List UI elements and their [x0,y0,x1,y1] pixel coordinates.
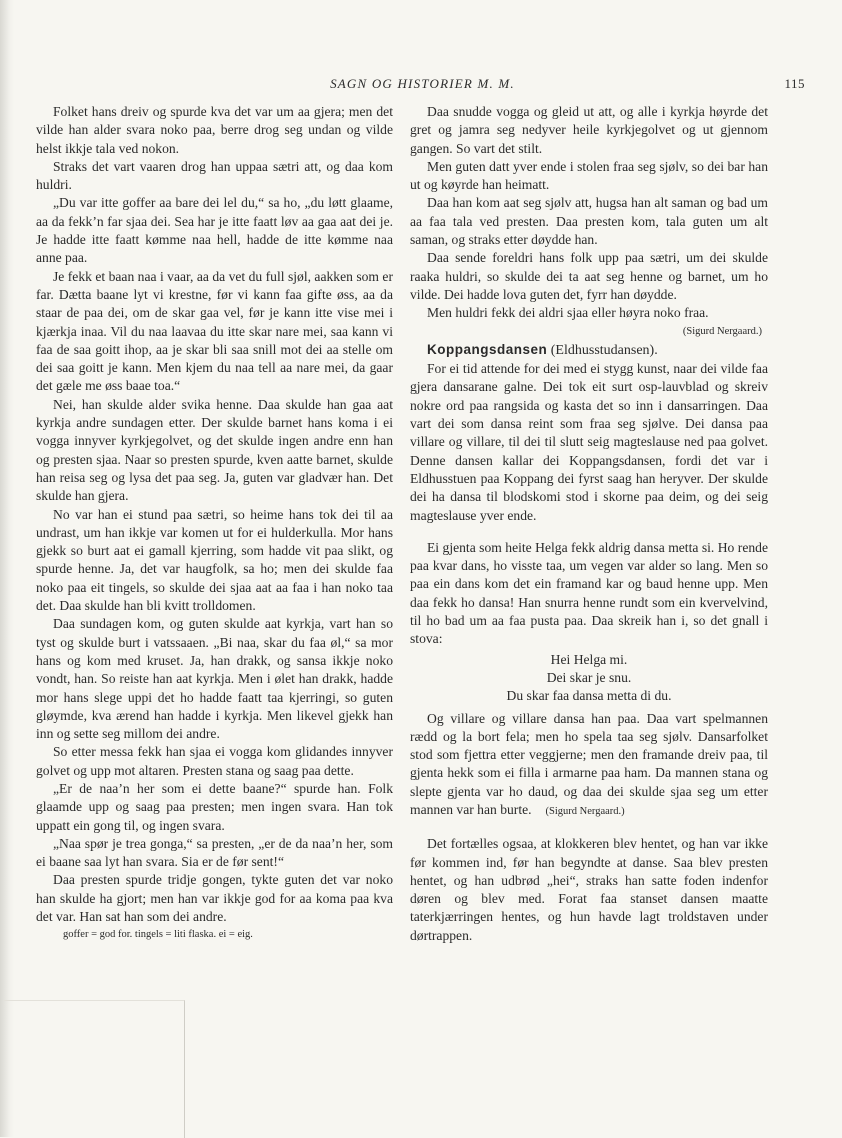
paragraph: Ei gjenta som heite Helga fekk aldrig dansa metta si. Ho rende paa kvar dans, ho visste taa, um vegen var alder so lang. Men so paa ein dans kom det ein framand kar og baud henne upp. Men daa fekk ho dansa! Han snurra henne rundt som ein kvervelvind, til ho bad um aa faa pusta paa. Daa skreik han i, so det gnall i stova: [410,539,768,647]
footnote: goffer = god for. tingels = liti flaska. ei = eig. [63,929,253,941]
paragraph: So etter messa fekk han sjaa ei vogga kom glidandes innyver golvet og upp mot altaren. Presten stana og saag paa dette. [36,744,393,778]
paragraph-text: Og villare og villare dansa han paa. Daa vart spelmannen rædd og la bort fela; men ho spela taa seg sjølv. Dansarfolket stod som fjettra etter veggjerne; men den framande dreiv paa, til gjenta hekk som ei filla i armarne paa ham. Da mannen stana og slepte gjenta var ho daud, og daa dei skulde sjaa seg um etter mannen var han burte. [410,710,768,817]
page-number: 115 [784,76,805,91]
paragraph: For ei tid attende for dei med ei stygg kunst, naar dei vilde faa gjera dansarane galne. Dei tok eit surt osp-lauvblad og skreiv nokre ord paa rangsida og kasta det so inn i dansarringen. Daa vart dei som dansa reint som fraa seg sjølve. Dei dansa paa villare og villare, til dei til slutt seig magteslause ned paa golvet. Denne dansen kallar dei Koppangsdansen, fordi det var i Eldhusstuen paa Koppang dei fyrst saag han heryver. Der skulde dei ha dansa til blodskomi stod i skorne paa deim, og dei seig magteslause yver ende. [410,361,768,523]
paragraph: Daa snudde vogga og gleid ut att, og alle i kyrkja høyrde det gret og jamra seg nedyver heile kyrkjegolvet og ut gjennom gangen. So vart det stilt. [410,104,768,156]
verse-line: Hei Helga mi. [550,651,628,667]
paragraph [410,710,768,822]
paragraph: Folket hans dreiv og spurde kva det var um aa gjera; men det vilde han alder svara noko paa, berre drog seg undan og vilde helst ikkje tala ved nokon. [36,104,393,156]
right-column [410,103,768,945]
section-heading [410,341,768,360]
paragraph: Men huldri fekk dei aldri sjaa eller høyra noko fraa. [427,305,709,321]
author-signature: (Sigurd Nergaard.) [682,325,762,337]
running-title: SAGN OG HISTORIER M. M. [330,76,515,91]
left-column [36,103,393,945]
paragraph: No var han ei stund paa sætri, so heime hans tok dei til aa undrast, um han ikkje var komen ut for ei hulderkulla. Mor hans gjekk so burt aat ei gamall kjerring, som hadde vit paa slikt, og spurde henne. Ja, det var haugfolk, sa ho; men dei skulde faa noko paa eit tingels, so skulde dei sjaa aat aa faa i han noko taa det. Daa skulde han bli kvitt trolldomen. [36,506,393,614]
page-crease-mark [4,1000,185,1138]
paragraph: Daa han kom aat seg sjølv att, hugsa han alt saman og bad um aa faa tala ved presten. Daa presten kom, tala guten um alt saman, og straks etter døydde han. [410,195,768,248]
page-binding-shadow [0,0,14,1137]
paragraph: Nei, han skulde alder svika henne. Daa skulde han gaa aat kyrkja andre sundagen etter. Der skulde barnet hans koma i ei vogga innyver kyrkjegolvet, og det skulde ingen andre enn han og presten sjaa. Naar so presten spurde, kven aatte barnet, skulde han reisa seg og lysa det paa seg. Ja, guten var gladvær han. Det skulde han gjera. [36,396,393,504]
paragraph: Daa sende foreldri hans folk upp paa sætri, um dei skulde raaka huldri, so skulde dei ta aat seg henne og barnet, um ho vilde. Dei hadde lova guten det, fyrr han døydde. [410,250,768,302]
verse-line: Du skar faa dansa metta di du. [506,688,672,704]
author-signature: (Sigurd Nergaard.) [545,805,625,817]
paragraph: Daa sundagen kom, og guten skulde aat kyrkja, vart han so tyst og skulde burt i vatssaaen. „Bi naa, skar du faa øl,“ sa mor hans og kom med kruset. Ja, han drakk, og sansa ikkje noko vondt, han. So reiste han aat kyrkja. Men i ølet han drakk, hadde mor hans slege uppi det ho hadde faatt taa kjerringi, so guten gløymde, kva ærend han hadde i kyrkja. Men likevel gjekk han inn og sette seg millom dei andre. [36,616,393,742]
paragraph: Straks det vart vaaren drog han uppaa sætri att, og daa kom huldri. [36,158,393,193]
paragraph: Je fekk et baan naa i vaar, aa da vet du full sjøl, aakken som er far. Dætta baane lyt vi krestne, før vi kann faa gifte øss, aa da staar de paa dei, om de skar gaa vel, før je kann itte vise mei i kjærkja inaa. Vil du naa laavaa du itte skar nare mei, saa kann vi faa de saa goitt ihop, aa je skar bli saa snill mot dei aa stelle om dei saa goitt je kann. Men kjem du naa tell aa nare mei, da gaar det gæle me øss baae toa.“ [36,268,393,394]
verse-line: Dei skar je snu. [546,669,632,685]
page-header [40,76,805,98]
paragraph: Men guten datt yver ende i stolen fraa seg sjølv, so dei bar han ut og køyrde han heimatt. [410,158,768,193]
paragraph: „Er de naa’n her som ei dette baane?“ spurde han. Folk glaamde upp og saag paa presten; men ingen svara. Han tok uppatt ein gong til, og ingen svara. [36,780,393,833]
paragraph: Det fortælles ogsaa, at klokkeren blev hentet, og han var ikke før kommen ind, før han begyndte at danse. Saa blev presten hentet, og han udbrød „hei“, straks han satte foden indenfor døren og blev med. Forat faa stanset dansen maatte taterkjærringen hentes, og hun havde lagt troldstaven under dørtrappen. [410,836,768,943]
paragraph: Daa presten spurde tridje gongen, tykte guten det var noko han skulde ha gjort; men han var ikkje god for aa koma paa kva det var. Han sat han som dei andre. [36,872,393,925]
section-subtitle: (Eldhusstudansen). [550,342,658,358]
paragraph: „Du var itte goffer aa bare dei lel du,“ sa ho, „du løtt glaame, aa da fekk’n far sjaa dei. Sea har je itte faatt løv aa gaa aat dei je. Je hadde itte faatt kømme naa hell, hadde de itte kømme naa anne paa. [36,195,393,266]
verse [410,651,768,706]
section-title: Koppangsdansen [427,341,548,357]
paragraph: „Naa spør je trea gonga,“ sa presten, „er de da naa’n her, som ei baane saa lyt han svara. Sia er de før sent!“ [36,835,393,870]
